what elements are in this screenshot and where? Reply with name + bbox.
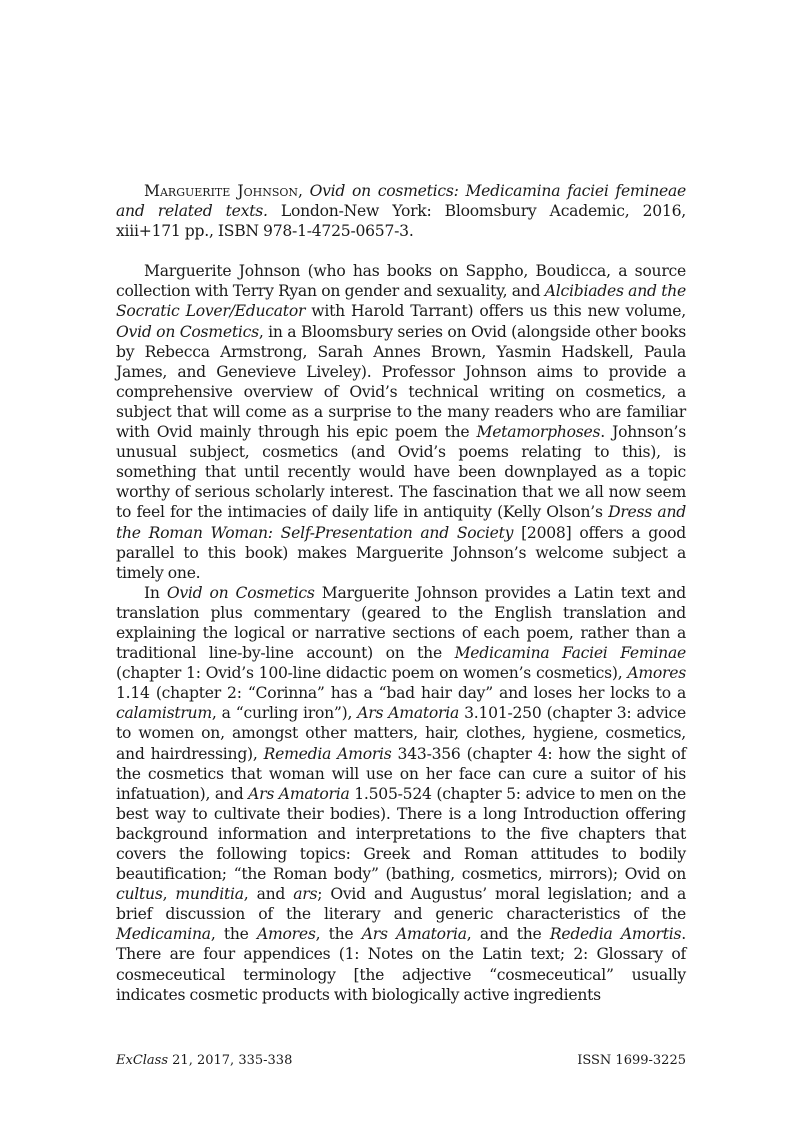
italic-text: Alcibiades and the Socratic Lover/Educator (116, 282, 686, 321)
author-name: Marguerite Johnson (144, 182, 299, 200)
italic-text: Remedia Amoris (263, 744, 392, 763)
text-run: 1.14 (chapter 2: “Corinna” has a “bad hair day” and loses her locks to a (116, 684, 686, 703)
italic-text: Medicamina Faciei Feminae (454, 644, 686, 663)
text-run: In (144, 583, 167, 602)
italic-text: Ars Amatoria (357, 704, 460, 723)
text-run: with Harold Tarrant) offers us this new volume, (305, 302, 686, 321)
review-body (116, 181, 686, 1005)
italic-text: munditia (175, 885, 244, 904)
italic-text: ars (293, 885, 318, 904)
text-run: (chapter 1: Ovid’s 100-line didactic poem on women’s cosmetics), (116, 664, 628, 683)
italic-text: Ovid on cosmetics: Medicamina faciei femineae and related texts. (116, 182, 686, 221)
text-run: , (162, 885, 176, 904)
italic-text: Rededia Amortis (549, 925, 682, 944)
text-run: 3.101-250 (chapter 3: advice to women on, amongst other matters, hair, clothes, hygiene, cosmetics, and hairdressing), (116, 704, 687, 763)
text-run: , the (210, 925, 257, 944)
text-run: 343-356 (chapter 4: how the sight of the cosmetics that woman will use on her face can cure a suitor of his infatuation), and (116, 744, 686, 803)
text-run: , a “curling iron”), (211, 704, 358, 723)
italic-text: Amores (256, 925, 316, 944)
italic-text: Ars Amatoria (248, 784, 350, 803)
italic-text: Dress and the Roman Woman: Self-Presentation and Society (116, 503, 686, 542)
volume-year-pages: 21, 2017, 335-338 (168, 1053, 293, 1068)
italic-text: Medicamina (116, 925, 211, 944)
text-run: , and the (466, 925, 550, 944)
journal-name: ExClass (116, 1053, 169, 1068)
footer-citation (116, 1053, 292, 1069)
text-run: ; Ovid and Augustus’ moral legislation; and a brief discussion of the literary and generic characteristics of the (116, 885, 686, 924)
italic-text: Amores (627, 664, 686, 683)
footer-issn: ISSN 1699-3225 (577, 1053, 686, 1068)
text-run: , (298, 182, 310, 200)
text-run: , the (315, 925, 362, 944)
italic-text: Ars Amatoria (361, 925, 467, 944)
italic-text: Ovid on Cosmetics (116, 322, 259, 341)
italic-text: Ovid on Cosmetics (166, 583, 315, 602)
text-run: . Johnson’s unusual subject, cosmetics (and Ovid’s poems relating to this), is something that until recently would have been downplayed as a topic worthy of serious scholarly interest. The fascination that we all now seem to feel for the intimacies of daily life in antiquity (Kelly Olson’s (116, 423, 686, 522)
text-run: Marguerite Johnson (who has books on Sappho, Boudicca, a source collection with Terry Ryan on gender and sexuality, and (116, 262, 686, 301)
text-run: , in a Bloomsbury series on Ovid (alongside other books by Rebecca Armstrong, Sarah Annes Brown, Yasmin Hadskell, Paula James, and Genevieve Liveley). Professor Johnson aims to provide a comprehensive overview of Ovid’s technical writing on cosmetics, a subject that will come as a surprise to the many readers who are familiar with Ovid mainly through his epic poem the (116, 322, 686, 442)
review-heading (116, 181, 686, 241)
text-run: London-New York: Bloomsbury Academic, 2016, xiii+171 pp., ISBN 978-1-4725-0657-3. (116, 202, 686, 241)
italic-text: Metamorphoses (476, 423, 601, 442)
review-paragraph-1 (116, 261, 686, 583)
page-footer (116, 1053, 686, 1069)
text-run: Marguerite Johnson provides a Latin text and translation plus commentary (geared to the English translation and explaining the logical or narrative sections of each poem, rather than a traditional line-by-line account) on the (116, 583, 686, 663)
italic-text: calamistrum (116, 704, 212, 723)
review-paragraph-2 (116, 583, 686, 1005)
text-run: . There are four appendices (1: Notes on the Latin text; 2: Glossary of cosmeceutical terminology [the adjective “cosmeceutical” usually indicates cosmetic products with biologically active ingredients (116, 925, 686, 1004)
text-run: , and (243, 885, 294, 904)
text-run: [2008] offers a good parallel to this book) makes Marguerite Johnson’s welcome subject a timely one. (116, 523, 686, 582)
text-run: 1.505-524 (chapter 5: advice to men on the best way to cultivate their bodies). There is a long Introduction offering background information and interpretations to the five chapters that covers the following topics: Greek and Roman attitudes to bodily beautification; “the Roman body” (bathing, cosmetics, mirrors); Ovid on (116, 784, 686, 884)
italic-text: cultus (116, 885, 163, 904)
